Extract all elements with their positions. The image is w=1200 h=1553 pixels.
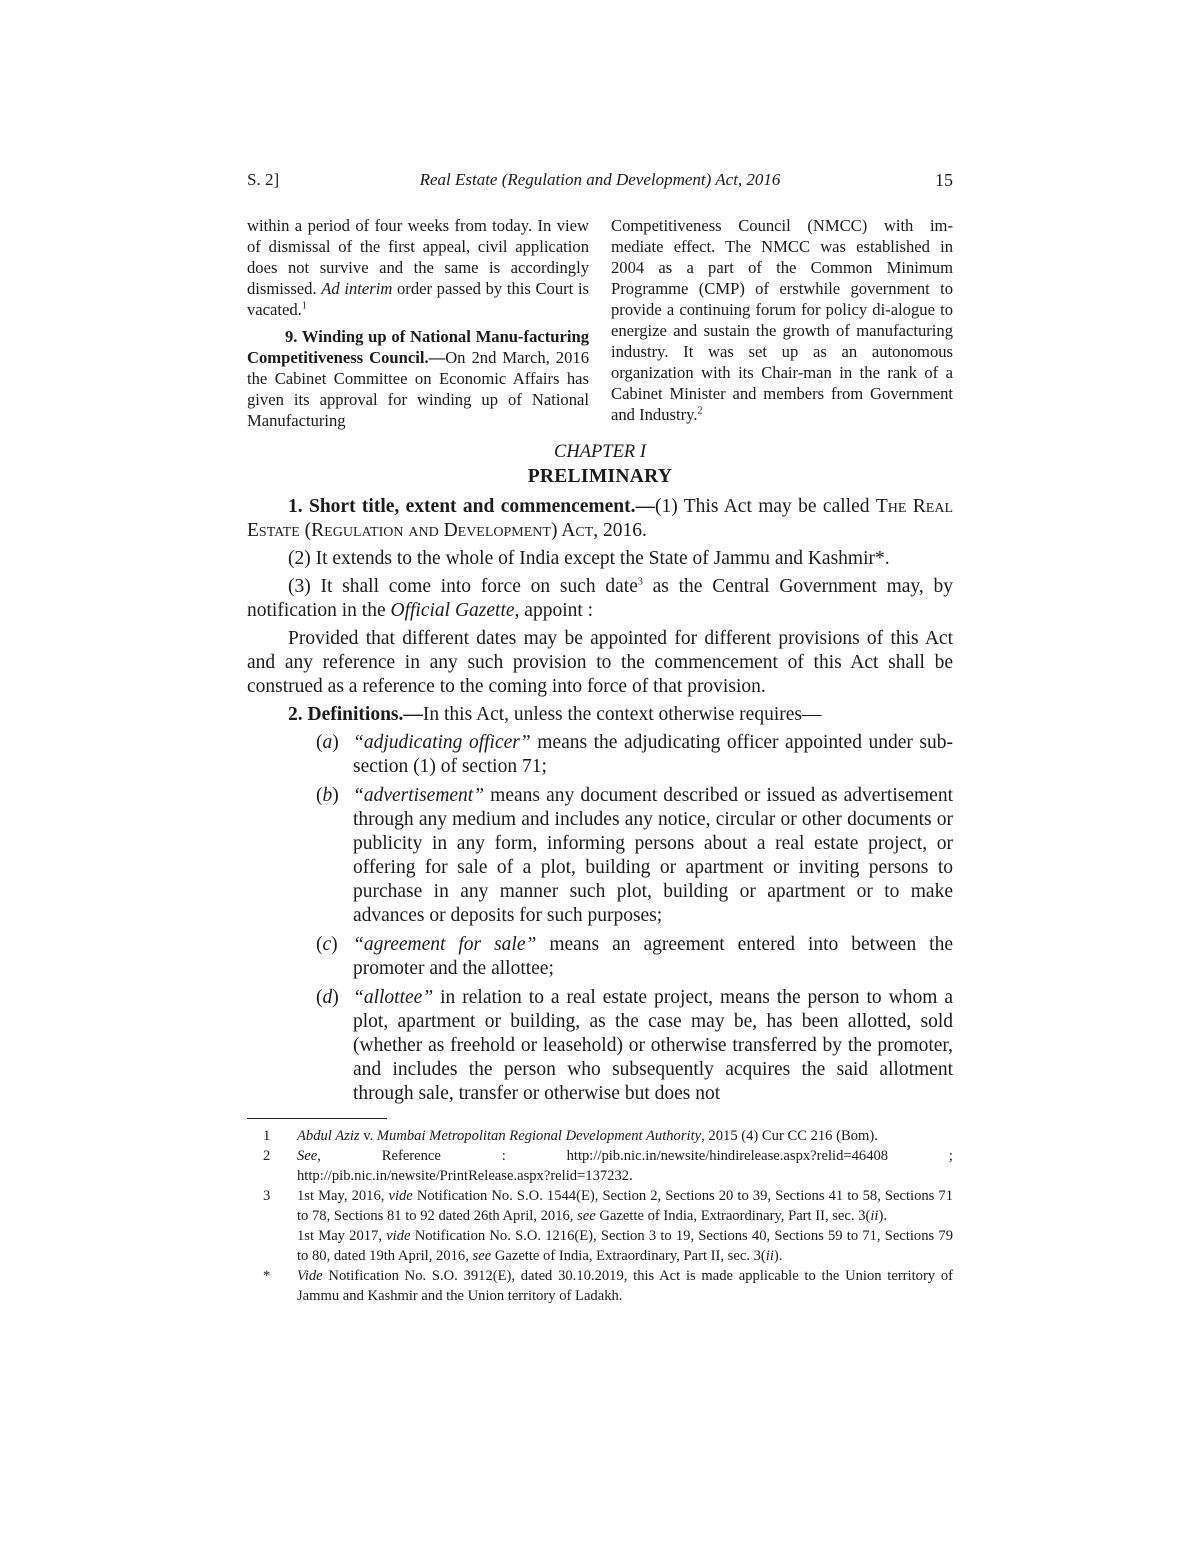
footnote-plain: Notification No. S.O. 1216(E), Section 3 to 19, Sections 40, Sections 59 to 71, Sections 79 to 80, dated 19th April, 2016, [297, 1228, 953, 1264]
footnote-plain: Notification No. S.O. 3912(E), dated 30.10.2019, this Act is made applicable to the Union territory of Jammu and Kashmir and the Union territory of Ladakh. [297, 1268, 953, 1304]
note-paragraph [611, 215, 953, 425]
running-title-part: ) Act, 2016 [705, 170, 781, 189]
note-text: within a period of four weeks from today. In view of dismissal of the first appeal, civil application does not survive and the same is accordingly dismissed. [247, 216, 589, 298]
footnote-plain: Notification No. S.O. 1544(E), Section 2, Sections 20 to 39, Sections 41 to 58, Sections 71 to 78, Sections 81 to 92 dated 26th April, 2016, [297, 1188, 953, 1224]
footnote-italic: ii [870, 1208, 879, 1224]
footnote-ref: 2 [697, 405, 703, 417]
running-title [247, 170, 953, 190]
section-1-paragraph [247, 495, 953, 543]
running-title-part: Real Estate ( [419, 170, 508, 189]
section-marker: S. 2] [247, 170, 280, 189]
note-text: order passed by this Court is vacated. [247, 279, 590, 319]
footnote-text [297, 1266, 953, 1306]
footnote-plain: , 2015 (4) Cur CC 216 (Bom). [701, 1128, 878, 1144]
subsection-2: (2) It extends to the whole of India except the State of Jammu and Kashmir*. [288, 548, 890, 569]
footnote-star [247, 1266, 953, 1306]
page-number: 15 [935, 170, 953, 190]
footnote-plain: ). [878, 1208, 887, 1224]
definition-item [247, 933, 953, 981]
footnote-italic: vide [388, 1188, 413, 1204]
section-italic-text: Official Gazette [390, 600, 515, 621]
footnote-italic: See [297, 1148, 318, 1164]
definition-term: “adjudicating officer” [353, 732, 531, 753]
footnote-plain: ). [773, 1248, 783, 1264]
chapter-label: CHAPTER I [554, 442, 646, 462]
definition-term: “allottee” [353, 987, 434, 1008]
definition-label: (d) [316, 987, 339, 1008]
definition-letter: a [322, 732, 333, 753]
footnote-italic: ii [765, 1248, 774, 1264]
definition-term: “advertisement” [353, 785, 485, 806]
notes-column-right [611, 215, 953, 425]
footnote-3 [247, 1186, 953, 1266]
footnote-ref: 3 [637, 576, 643, 588]
definition-item [247, 784, 953, 928]
footnote-number: 1 [263, 1128, 271, 1144]
footnote-divider [247, 1118, 387, 1119]
section-text: (1) This Act may be called [655, 496, 876, 517]
section-text: , 2016. [593, 520, 647, 541]
footnote-plain: 1st May 2017, [297, 1228, 387, 1244]
footnote-text [297, 1186, 953, 1266]
footnote-italic: Vide [297, 1268, 323, 1284]
footnote-plain: Gazette of India, Extraordinary, Part II, sec. 3( [491, 1248, 766, 1264]
footnote-ref: 1 [301, 300, 307, 312]
running-title-part: Regulation and Development [507, 170, 706, 189]
footnote-plain: 1st May, 2016, [297, 1188, 389, 1204]
footnote-italic: vide [386, 1228, 411, 1244]
definition-label: (a) [316, 732, 339, 753]
footnote-italic: see [472, 1248, 492, 1264]
definition-text: means an agreement entered into between the promoter and the allottee; [353, 934, 953, 979]
footnote-paragraph [297, 1226, 953, 1266]
footnotes [247, 1126, 953, 1306]
definition-letter: d [322, 987, 333, 1008]
footnote-number: * [263, 1268, 271, 1284]
section-text: , appoint : [514, 600, 594, 621]
footnote-plain: Gazette of India, Extraordinary, Part II, sec. 3( [595, 1208, 871, 1224]
section-text: In this Act, unless the context otherwise requires— [422, 704, 822, 725]
footnote-number: 2 [263, 1148, 271, 1164]
definition-text: in relation to a real estate project, means the person to whom a plot, apartment or building, as the case may be, has been allotted, sold (whether as freehold or leasehold) or otherwise transferred by the promoter, and includes the person who subsequently acquires the said allotment through sale, transfer or otherwise but does not [353, 987, 953, 1104]
case-party: Mumbai Metropolitan Regional Development Authority [376, 1128, 702, 1144]
definition-body [353, 986, 953, 1106]
footnote-text [297, 1126, 953, 1146]
definition-letter: c [322, 934, 332, 955]
note-heading: 9. Winding up of National Manu-facturing Competitiveness Council.— [247, 327, 589, 367]
section-heading: 1. Short title, extent and commencement.— [288, 496, 656, 517]
definition-term: “agreement for sale” [353, 934, 537, 955]
case-party: Abdul Aziz [297, 1128, 360, 1144]
chapter-title: PRELIMINARY [527, 466, 673, 487]
note-paragraph [247, 215, 589, 320]
act-name: The Real Estate (Regulation and Development) Act [247, 496, 953, 541]
definition-body [353, 731, 953, 779]
definition-label: (c) [316, 934, 338, 955]
definition-item [247, 731, 953, 779]
note-paragraph [247, 326, 589, 431]
note-text: On 2nd March, 2016 the Cabinet Committee on Economic Affairs has given its approval for winding up of National Manufacturing [247, 348, 589, 430]
section-text: as the Central Government may, by notification in the [247, 576, 954, 621]
footnote-plain: , Reference : http://pib.nic.in/newsite/hindirelease.aspx?relid=46408 ; http://pib.nic.in/newsite/PrintRelease.aspx?relid=137232. [297, 1148, 953, 1184]
definition-text: means the adjudicating officer appointed under sub-section (1) of section 71; [353, 732, 954, 777]
proviso: Provided that different dates may be appointed for different provisions of this Act and any reference in any such provision to the commencement of this Act shall be construed as a reference to the coming into force of that provision. [247, 628, 953, 697]
section-text: (3) It shall come into force on such date [288, 576, 638, 597]
footnote-paragraph [297, 1186, 953, 1226]
definition-item [247, 986, 953, 1106]
act-body [247, 495, 953, 1111]
definition-body [353, 933, 953, 981]
subsection-3 [247, 575, 953, 623]
footnote-1 [247, 1126, 953, 1146]
definition-label: (b) [316, 785, 339, 806]
footnote-italic: see [577, 1208, 596, 1224]
section-heading: 2. Definitions.— [288, 704, 423, 725]
footnote-plain: v. [359, 1128, 377, 1144]
note-text: Competitiveness Council (NMCC) with im-mediate effect. The NMCC was established in 2004 as a part of the Common Minimum Programme (CMP) of erstwhile government to provide a continuing forum for policy di-alogue to energize and sustain the growth of manufacturing industry. It was set up as an autonomous organization with its Chair-man in the rank of a Cabinet Minister and members from Government and Industry. [611, 216, 953, 424]
footnote-text [297, 1146, 953, 1186]
section-2-paragraph [247, 703, 953, 727]
footnote-2 [247, 1146, 953, 1186]
running-head [247, 170, 953, 194]
footnote-number: 3 [263, 1188, 271, 1204]
definition-text: means any document described or issued as advertisement through any medium and includes any notice, circular or other documents or publicity in any form, informing persons about a real estate project, or offering for sale of a plot, building or apartment or inviting persons to purchase in any manner such plot, building or apartment or to make advances or deposits for such purposes; [353, 785, 953, 926]
note-italic-text: Ad interim [321, 279, 393, 298]
notes-column-left [247, 215, 589, 431]
definition-body [353, 784, 953, 928]
definition-letter: b [322, 785, 333, 806]
